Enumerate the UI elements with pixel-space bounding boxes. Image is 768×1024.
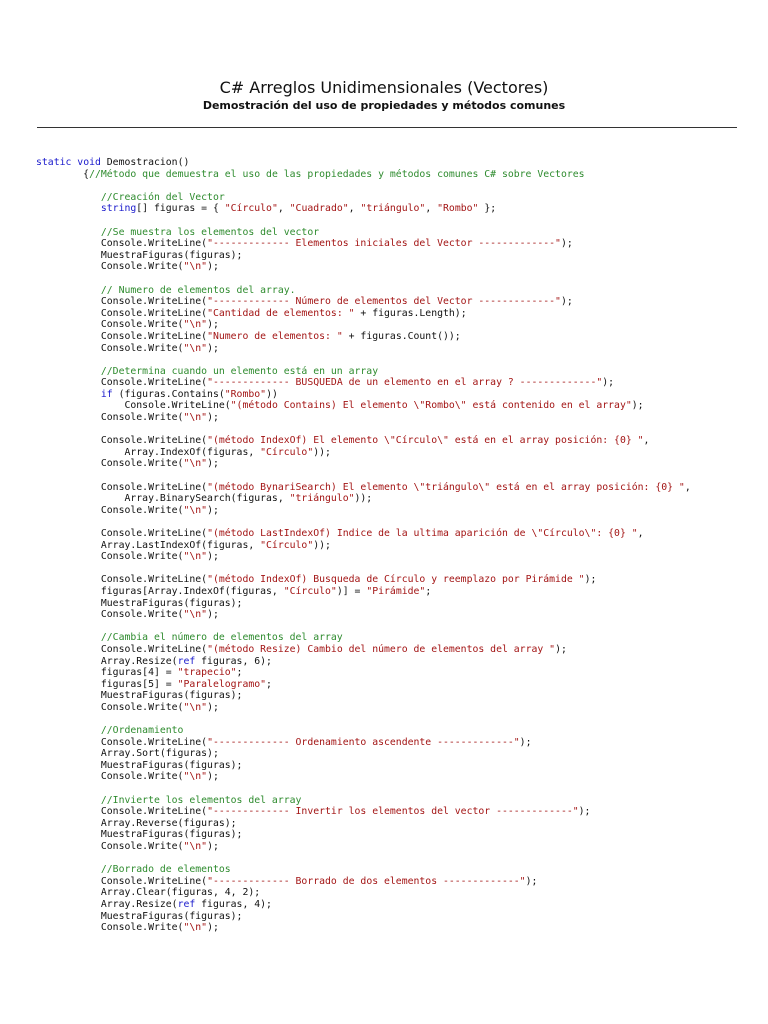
code-text: MuestraFiguras(figuras); bbox=[36, 910, 243, 922]
code-line bbox=[36, 238, 756, 250]
code-string: "(método Contains) El elemento \"Rombo\" está contenido en el array" bbox=[230, 400, 632, 412]
code-line bbox=[36, 505, 756, 517]
code-string: "\n" bbox=[183, 319, 208, 331]
code-text: Console.WriteLine( bbox=[36, 296, 208, 308]
code-text: Console.Write( bbox=[36, 841, 184, 853]
code-text: Console.WriteLine( bbox=[36, 736, 208, 748]
code-line bbox=[36, 899, 756, 911]
code-string: "Círculo" bbox=[260, 446, 314, 458]
code-line bbox=[36, 389, 756, 401]
code-string: "\n" bbox=[183, 701, 208, 713]
code-line bbox=[36, 864, 756, 876]
page-subtitle: Demostración del uso de propiedades y métodos comunes bbox=[202, 99, 566, 112]
code-text: ); bbox=[525, 875, 538, 887]
code-line bbox=[36, 400, 756, 412]
code-comment: //Cambia el número de elementos del array bbox=[36, 632, 343, 644]
code-comment: //Invierte los elementos del array bbox=[36, 794, 302, 806]
code-text: Console.WriteLine( bbox=[36, 377, 208, 389]
code-string: "\n" bbox=[183, 458, 208, 470]
code-text: ); bbox=[207, 504, 219, 516]
code-string: "\n" bbox=[183, 261, 208, 273]
code-line bbox=[36, 679, 756, 691]
code-text: figuras[4] = bbox=[36, 667, 178, 679]
code-line bbox=[36, 853, 756, 865]
code-line bbox=[36, 366, 756, 378]
code-string: "Numero de elementos: " bbox=[207, 330, 343, 342]
code-string: "(método IndexOf) El elemento \"Círculo\" está en el array posición: {0} " bbox=[207, 435, 644, 447]
code-text: , bbox=[637, 528, 644, 539]
code-line bbox=[36, 192, 756, 204]
code-line bbox=[36, 574, 756, 586]
code-string: "\n" bbox=[183, 504, 208, 516]
code-line bbox=[36, 540, 756, 552]
code-keyword: string bbox=[100, 203, 137, 215]
code-keyword: ref bbox=[177, 655, 196, 667]
code-text: (figuras.Contains( bbox=[112, 388, 225, 400]
code-line bbox=[36, 296, 756, 308]
code-text: MuestraFiguras(figuras); bbox=[36, 597, 243, 609]
code-text: Console.WriteLine( bbox=[36, 875, 208, 887]
code-line bbox=[36, 702, 756, 714]
code-text: Console.Write( bbox=[36, 458, 184, 470]
code-line bbox=[36, 470, 756, 482]
code-text: ); bbox=[207, 551, 219, 563]
code-line bbox=[36, 737, 756, 749]
code-string: "Rombo" bbox=[224, 388, 267, 400]
code-line bbox=[36, 922, 756, 934]
code-text: Array.LastIndexOf(figuras, bbox=[36, 539, 261, 551]
code-line bbox=[36, 528, 756, 540]
code-line bbox=[36, 586, 756, 598]
code-line bbox=[36, 250, 756, 262]
code-string: "\n" bbox=[183, 342, 208, 354]
code-text: ); bbox=[207, 412, 219, 424]
code-text: Console.Write( bbox=[36, 504, 184, 516]
code-string: "------------- Número de elementos del Vector -------------" bbox=[207, 296, 561, 308]
code-comment: //Ordenamiento bbox=[36, 725, 184, 737]
code-string: "------------- Borrado de dos elementos -------------" bbox=[207, 875, 526, 887]
code-text: + figuras.Length); bbox=[354, 307, 467, 319]
code-string: "Rombo" bbox=[437, 203, 479, 215]
code-string: "Cantidad de elementos: " bbox=[207, 307, 355, 319]
code-text: ); bbox=[207, 609, 219, 621]
code-text: Demostracion() bbox=[100, 157, 190, 168]
code-line bbox=[36, 493, 756, 505]
code-text: Console.Write( bbox=[36, 342, 184, 354]
code-text: Array.Reverse(figuras); bbox=[36, 817, 237, 829]
code-text: ); bbox=[207, 922, 219, 934]
code-string: "Pirámide" bbox=[366, 585, 426, 597]
code-line bbox=[36, 783, 756, 795]
code-text: Console.WriteLine( bbox=[36, 307, 208, 319]
code-string: "Paralelogramo" bbox=[177, 678, 267, 690]
code-text: Console.WriteLine( bbox=[36, 481, 208, 493]
code-keyword: ref bbox=[177, 899, 196, 910]
code-line bbox=[36, 656, 756, 668]
code-line bbox=[36, 424, 756, 436]
code-string: "------------- Invertir los elementos del vector -------------" bbox=[207, 806, 579, 818]
code-comment: //Se muestra los elementos del vector bbox=[36, 226, 320, 238]
code-text: MuestraFiguras(figuras); bbox=[36, 690, 243, 702]
code-string: "triángulo" bbox=[360, 203, 426, 215]
code-text: Array.Sort(figuras); bbox=[36, 748, 219, 760]
code-text: Console.WriteLine( bbox=[36, 806, 208, 818]
code-text: MuestraFiguras(figuras); bbox=[36, 759, 243, 771]
code-string: "------------- Elementos iniciales del Vector -------------" bbox=[207, 238, 561, 250]
code-string: "trapecio" bbox=[177, 667, 237, 679]
code-text: , bbox=[425, 203, 438, 215]
code-line bbox=[36, 690, 756, 702]
code-keyword: if bbox=[100, 388, 113, 400]
code-text: Console.Write( bbox=[36, 922, 184, 934]
code-comment: //Determina cuando un elemento está en un array bbox=[36, 365, 379, 377]
code-text: ; bbox=[266, 678, 272, 690]
code-text: figuras, 4); bbox=[195, 899, 272, 910]
code-string: "\n" bbox=[183, 551, 208, 563]
code-text: Array.Resize( bbox=[36, 655, 178, 667]
code-text: + figuras.Count()); bbox=[342, 330, 461, 342]
code-line bbox=[36, 285, 756, 297]
code-text: ); bbox=[560, 238, 573, 250]
code-string: "\n" bbox=[183, 771, 208, 783]
code-string: "\n" bbox=[183, 922, 208, 934]
code-line bbox=[36, 598, 756, 610]
code-text: Array.IndexOf(figuras, bbox=[36, 446, 261, 458]
code-text bbox=[36, 389, 101, 400]
code-text: , bbox=[348, 203, 361, 215]
code-line bbox=[36, 377, 756, 389]
code-line bbox=[36, 887, 756, 899]
code-line bbox=[36, 760, 756, 772]
code-string: "Círculo" bbox=[260, 539, 314, 551]
code-line bbox=[36, 203, 756, 215]
code-line bbox=[36, 876, 756, 888]
code-text: Console.WriteLine( bbox=[36, 400, 231, 412]
code-line bbox=[36, 343, 756, 355]
code-text: Console.Write( bbox=[36, 701, 184, 713]
code-string: "triángulo" bbox=[289, 493, 355, 505]
code-text: Console.Write( bbox=[36, 771, 184, 783]
code-string: "Círculo" bbox=[283, 585, 337, 597]
code-line bbox=[36, 261, 756, 273]
code-string: "(método IndexOf) Busqueda de Círculo y reemplazo por Pirámide " bbox=[207, 574, 585, 586]
code-line bbox=[36, 667, 756, 679]
code-line bbox=[36, 714, 756, 726]
code-text: ); bbox=[519, 736, 532, 748]
code-string: "\n" bbox=[183, 841, 208, 853]
code-line bbox=[36, 180, 756, 192]
code-text: figuras, 6); bbox=[195, 655, 272, 667]
code-line bbox=[36, 806, 756, 818]
code-line bbox=[36, 795, 756, 807]
code-line bbox=[36, 354, 756, 366]
code-text: ; bbox=[425, 585, 432, 597]
code-string: "\n" bbox=[183, 412, 208, 424]
code-line bbox=[36, 447, 756, 459]
code-line bbox=[36, 609, 756, 621]
code-text: )); bbox=[313, 539, 331, 551]
code-text: Console.WriteLine( bbox=[36, 435, 208, 447]
code-line bbox=[36, 215, 756, 227]
code-line bbox=[36, 227, 756, 239]
code-line bbox=[36, 331, 756, 343]
code-text: Console.Write( bbox=[36, 551, 184, 563]
code-line bbox=[36, 412, 756, 424]
code-text: )); bbox=[354, 493, 373, 505]
page-title: C# Arreglos Unidimensionales (Vectores) bbox=[219, 78, 549, 97]
code-line bbox=[36, 169, 756, 181]
code-line bbox=[36, 482, 756, 494]
code-line bbox=[36, 748, 756, 760]
code-text: figuras[Array.IndexOf(figuras, bbox=[36, 585, 284, 597]
code-text: figuras[5] = bbox=[36, 678, 178, 690]
code-text: ); bbox=[560, 296, 573, 308]
code-line bbox=[36, 157, 756, 169]
code-text: , bbox=[684, 481, 691, 493]
code-keyword: void bbox=[77, 157, 101, 168]
code-text: ); bbox=[578, 806, 591, 818]
code-line bbox=[36, 319, 756, 331]
code-text bbox=[36, 203, 101, 214]
code-line bbox=[36, 644, 756, 656]
code-listing bbox=[36, 157, 756, 934]
code-string: "(método BynariSearch) El elemento \"triángulo\" está en el array posición: {0} " bbox=[207, 481, 685, 493]
code-text: ); bbox=[207, 841, 219, 853]
code-text: ); bbox=[631, 400, 644, 412]
code-text: [] figuras = { bbox=[136, 203, 225, 215]
code-text: )); bbox=[313, 446, 331, 458]
code-text: Array.BinarySearch(figuras, bbox=[36, 493, 290, 505]
code-string: "(método LastIndexOf) Indice de la ultima aparición de \"Círculo\": {0} " bbox=[207, 528, 638, 539]
code-line bbox=[36, 563, 756, 575]
code-line bbox=[36, 458, 756, 470]
code-text: Array.Resize( bbox=[36, 899, 178, 910]
code-text: ); bbox=[584, 574, 597, 586]
code-text: ); bbox=[602, 377, 615, 389]
code-text: ); bbox=[207, 701, 219, 713]
code-text: ); bbox=[207, 261, 219, 273]
code-string: "(método Resize) Cambio del número de elementos del array " bbox=[207, 643, 556, 655]
code-text: ); bbox=[207, 771, 219, 783]
code-text: MuestraFiguras(figuras); bbox=[36, 249, 243, 261]
code-string: "Círculo" bbox=[224, 203, 278, 215]
code-line bbox=[36, 829, 756, 841]
code-text: Console.WriteLine( bbox=[36, 574, 208, 586]
code-string: "------------- Ordenamiento ascendente -------------" bbox=[207, 736, 520, 748]
code-text: Console.Write( bbox=[36, 261, 184, 273]
code-line bbox=[36, 911, 756, 923]
code-comment: //Borrado de elementos bbox=[36, 864, 231, 876]
code-text: ); bbox=[207, 458, 219, 470]
code-text: Array.Clear(figuras, 4, 2); bbox=[36, 887, 261, 899]
code-comment: //Creación del Vector bbox=[36, 191, 225, 203]
code-string: "\n" bbox=[183, 609, 208, 621]
code-text: )) bbox=[266, 388, 278, 400]
code-line bbox=[36, 551, 756, 563]
code-line bbox=[36, 273, 756, 285]
code-text: }; bbox=[478, 203, 497, 215]
code-comment: //Método que demuestra el uso de las propiedades y métodos comunes C# sobre Vectores bbox=[89, 168, 585, 180]
code-text: Console.Write( bbox=[36, 609, 184, 621]
code-text: , bbox=[277, 203, 290, 215]
code-text: ); bbox=[207, 319, 219, 331]
code-line bbox=[36, 771, 756, 783]
code-text: ; bbox=[236, 667, 243, 679]
code-string: "Cuadrado" bbox=[289, 203, 349, 215]
code-line bbox=[36, 621, 756, 633]
code-text: Console.WriteLine( bbox=[36, 643, 208, 655]
code-text: , bbox=[643, 435, 650, 447]
code-text: ); bbox=[555, 643, 567, 655]
code-line bbox=[36, 435, 756, 447]
code-text: Console.WriteLine( bbox=[36, 528, 208, 539]
code-line bbox=[36, 632, 756, 644]
code-line bbox=[36, 725, 756, 737]
code-text: ); bbox=[207, 342, 219, 354]
code-line bbox=[36, 818, 756, 830]
code-comment: // Numero de elementos del array. bbox=[36, 284, 296, 296]
code-text: { bbox=[36, 168, 90, 180]
code-text: Console.WriteLine( bbox=[36, 238, 208, 250]
code-line bbox=[36, 516, 756, 528]
code-text: Console.Write( bbox=[36, 319, 184, 331]
code-text: MuestraFiguras(figuras); bbox=[36, 829, 243, 841]
code-line bbox=[36, 841, 756, 853]
code-text: Console.Write( bbox=[36, 412, 184, 424]
code-text: )] = bbox=[336, 585, 367, 597]
code-string: "------------- BUSQUEDA de un elemento en el array ? -------------" bbox=[207, 377, 603, 389]
header-divider bbox=[37, 127, 737, 128]
code-line bbox=[36, 308, 756, 320]
code-text: Console.WriteLine( bbox=[36, 330, 208, 342]
code-keyword: static bbox=[36, 157, 72, 168]
